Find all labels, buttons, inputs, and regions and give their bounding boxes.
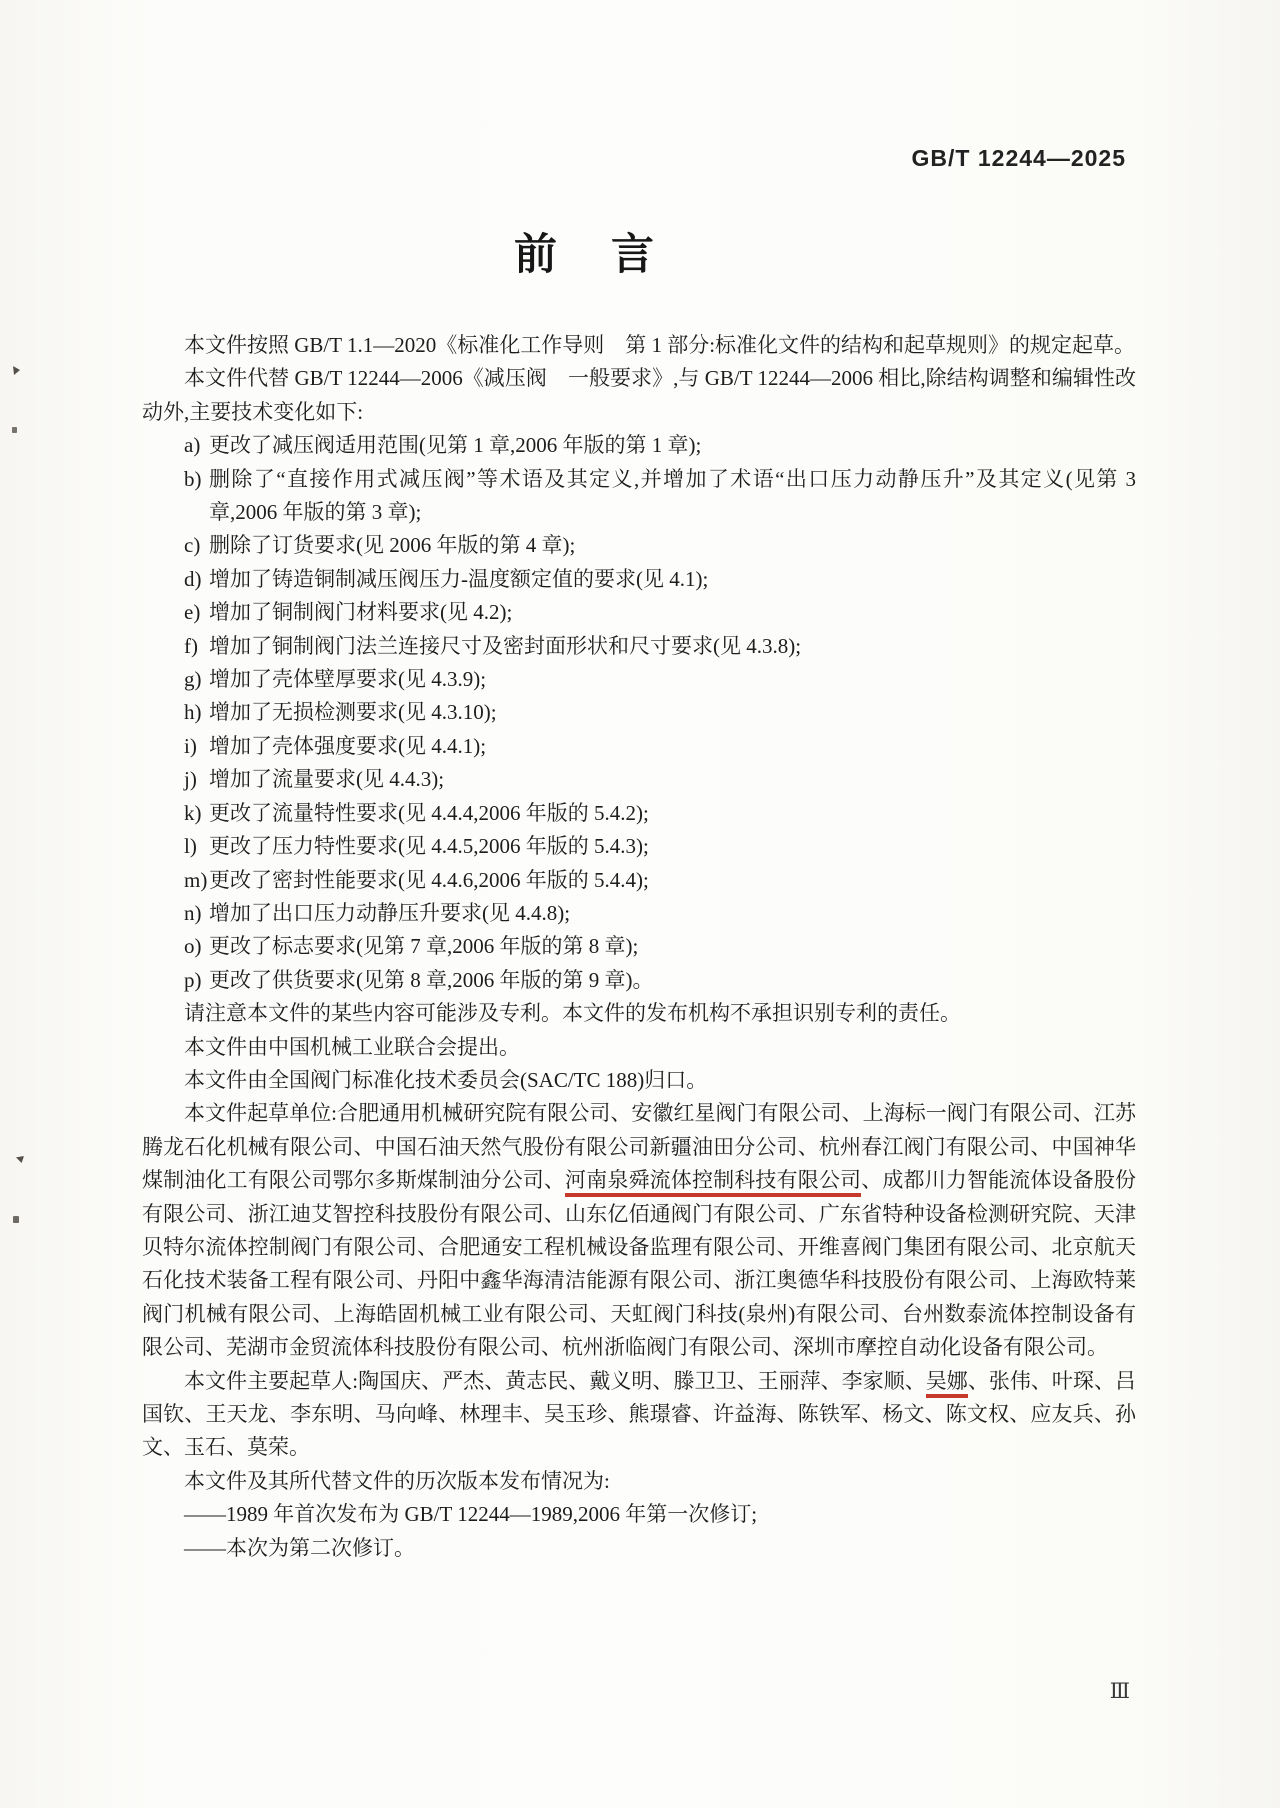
change-item-marker: e) [184, 600, 201, 625]
change-item-text: 增加了壳体强度要求(见 4.4.1); [209, 733, 487, 758]
paragraph-drafters [142, 1365, 1136, 1465]
change-item [142, 463, 1136, 530]
change-item-text: 增加了出口压力动静压升要求(见 4.4.8); [209, 900, 571, 925]
foreword-body [142, 329, 1136, 1565]
change-item-marker: g) [184, 667, 202, 692]
change-item [142, 696, 1136, 729]
drafters-suffix: 、张伟、叶琛、吕国钦、王天龙、李东明、马向峰、林理丰、吴玉珍、熊璟睿、许益海、陈铁军、杨文、陈文权、应友兵、孙文、玉石、莫荣。 [142, 1368, 1137, 1460]
change-item [142, 864, 1136, 897]
change-item-marker: p) [184, 967, 202, 992]
change-item-marker: a) [184, 433, 201, 458]
change-item-marker: m) [184, 867, 208, 892]
change-item-text: 更改了密封性能要求(见 4.4.6,2006 年版的 5.4.4); [209, 867, 649, 892]
change-item [142, 429, 1136, 462]
page-number: Ⅲ [1109, 1679, 1131, 1703]
change-item-marker: d) [184, 566, 202, 591]
change-item-text: 增加了流量要求(见 4.4.3); [209, 767, 445, 792]
change-item-marker: f) [184, 633, 198, 658]
change-item [142, 663, 1136, 696]
change-item-text: 更改了减压阀适用范围(见第 1 章,2006 年版的第 1 章); [209, 433, 702, 458]
change-item [142, 797, 1136, 830]
paragraph-drafting-units [142, 1097, 1136, 1364]
paragraph-proposed-by: 本文件由中国机械工业联合会提出。 [184, 1034, 520, 1059]
paragraph-drafting-basis: 本文件按照 GB/T 1.1—2020《标准化工作导则 第 1 部分:标准化文件的结构和起草规则》的规定起草。 [184, 333, 1136, 357]
paragraph-patent-note: 请注意本文件的某些内容可能涉及专利。本文件的发布机构不承担识别专利的责任。 [184, 1001, 961, 1026]
paragraph-history-intro: 本文件及其所代替文件的历次版本发布情况为: [184, 1468, 610, 1493]
change-item-text: 更改了流量特性要求(见 4.4.4,2006 年版的 5.4.2); [209, 800, 649, 825]
page-title [514, 232, 654, 279]
change-item [142, 830, 1136, 863]
scan-speck [16, 1156, 24, 1163]
drafting-units-suffix: 、成都川力智能流体设备股份有限公司、浙江迪艾智控科技股份有限公司、山东亿佰通阀门有限公司、广东省特种设备检测研究院、天津贝特尔流体控制阀门有限公司、合肥通安工程机械设备监理有限公司、开维喜阀门集团有限公司、北京航天石化技术装备工程有限公司、丹阳中鑫华海清洁能源有限公司、浙江奥德华科技股份有限公司、上海欧特莱阀门机械有限公司、上海皓固机械工业有限公司、天虹阀门科技(泉州)有限公司、台州数泰流体控制设备有限公司、芜湖市金贸流体科技股份有限公司、杭州浙临阀门有限公司、深圳市摩控自动化设备有限公司。 [142, 1168, 1137, 1360]
drafting-units-highlighted-underlined: 河南泉舜流体控制科技有限公司 [565, 1168, 861, 1197]
change-item-marker: l) [184, 834, 197, 859]
change-item [142, 964, 1136, 997]
change-item-marker: h) [184, 700, 202, 725]
change-item [142, 897, 1136, 930]
paragraph-centralized-by: 本文件由全国阀门标准化技术委员会(SAC/TC 188)归口。 [184, 1067, 708, 1092]
change-item [142, 563, 1136, 596]
change-item [142, 730, 1136, 763]
change-item-marker: j) [184, 767, 197, 792]
change-item [142, 630, 1136, 663]
drafting-units-prefix: 本文件起草单位:合肥通用机械研究院有限公司、安徽红星阀门有限公司、上海标一阀门有限公司、江苏腾龙石化机械有限公司、中国石油天然气股份有限公司新疆油田分公司、杭州春江阀门有限公司、中国神华煤制油化工有限公司鄂尔多斯煤制油分公司、 [142, 1101, 1136, 1193]
scan-speck [12, 427, 17, 433]
change-item-marker: n) [184, 900, 202, 925]
scan-speck [13, 1216, 19, 1223]
change-item-text: 增加了无损检测要求(见 4.3.10); [209, 700, 497, 725]
change-item-marker: b) [184, 466, 202, 491]
change-item-marker: i) [184, 733, 197, 758]
page-title-char-right: 言 [611, 231, 654, 279]
change-item [142, 930, 1136, 963]
change-item-marker: c) [184, 533, 201, 558]
page-title-char-left: 前 [514, 231, 557, 279]
paragraph-replacement: 本文件代替 GB/T 12244—2006《减压阀 一般要求》,与 GB/T 12244—2006 相比,除结构调整和编辑性改动外,主要技术变化如下: [142, 366, 1136, 424]
change-item-text: 更改了标志要求(见第 7 章,2006 年版的第 8 章); [209, 934, 639, 959]
change-item-text: 增加了铸造铜制减压阀压力-温度额定值的要求(见 4.1); [209, 566, 709, 591]
history-line-first-edition: ——1989 年首次发布为 GB/T 12244—1989,2006 年第一次修订; [184, 1502, 758, 1527]
change-item [142, 596, 1136, 629]
change-item-text: 删除了订货要求(见 2006 年版的第 4 章); [209, 533, 576, 558]
change-item-text: 更改了压力特性要求(见 4.4.5,2006 年版的 5.4.3); [209, 834, 649, 859]
standard-code: GB/T 12244—2025 [911, 145, 1126, 171]
change-item-marker: k) [184, 800, 202, 825]
changes-list [142, 429, 1136, 997]
history-line-current-revision: ——本次为第二次修订。 [184, 1535, 415, 1560]
drafters-prefix: 本文件主要起草人:陶国庆、严杰、黄志民、戴义明、滕卫卫、王丽萍、李家顺、 [184, 1368, 926, 1393]
change-item-text: 增加了壳体壁厚要求(见 4.3.9); [209, 667, 487, 692]
scan-speck [13, 366, 20, 375]
change-item-text: 增加了铜制阀门法兰连接尺寸及密封面形状和尺寸要求(见 4.3.8); [209, 633, 802, 658]
change-item-text: 更改了供货要求(见第 8 章,2006 年版的第 9 章)。 [209, 967, 654, 992]
change-item-marker: o) [184, 934, 202, 959]
drafter-highlighted-underlined: 吴娜 [926, 1369, 968, 1398]
change-item-text: 增加了铜制阀门材料要求(见 4.2); [209, 600, 513, 625]
change-item [142, 529, 1136, 562]
change-item [142, 763, 1136, 796]
change-item-text: 删除了“直接作用式减压阀”等术语及其定义,并增加了术语“出口压力动静压升”及其定义(见第 3 章,2006 年版的第 3 章); [209, 466, 1136, 525]
